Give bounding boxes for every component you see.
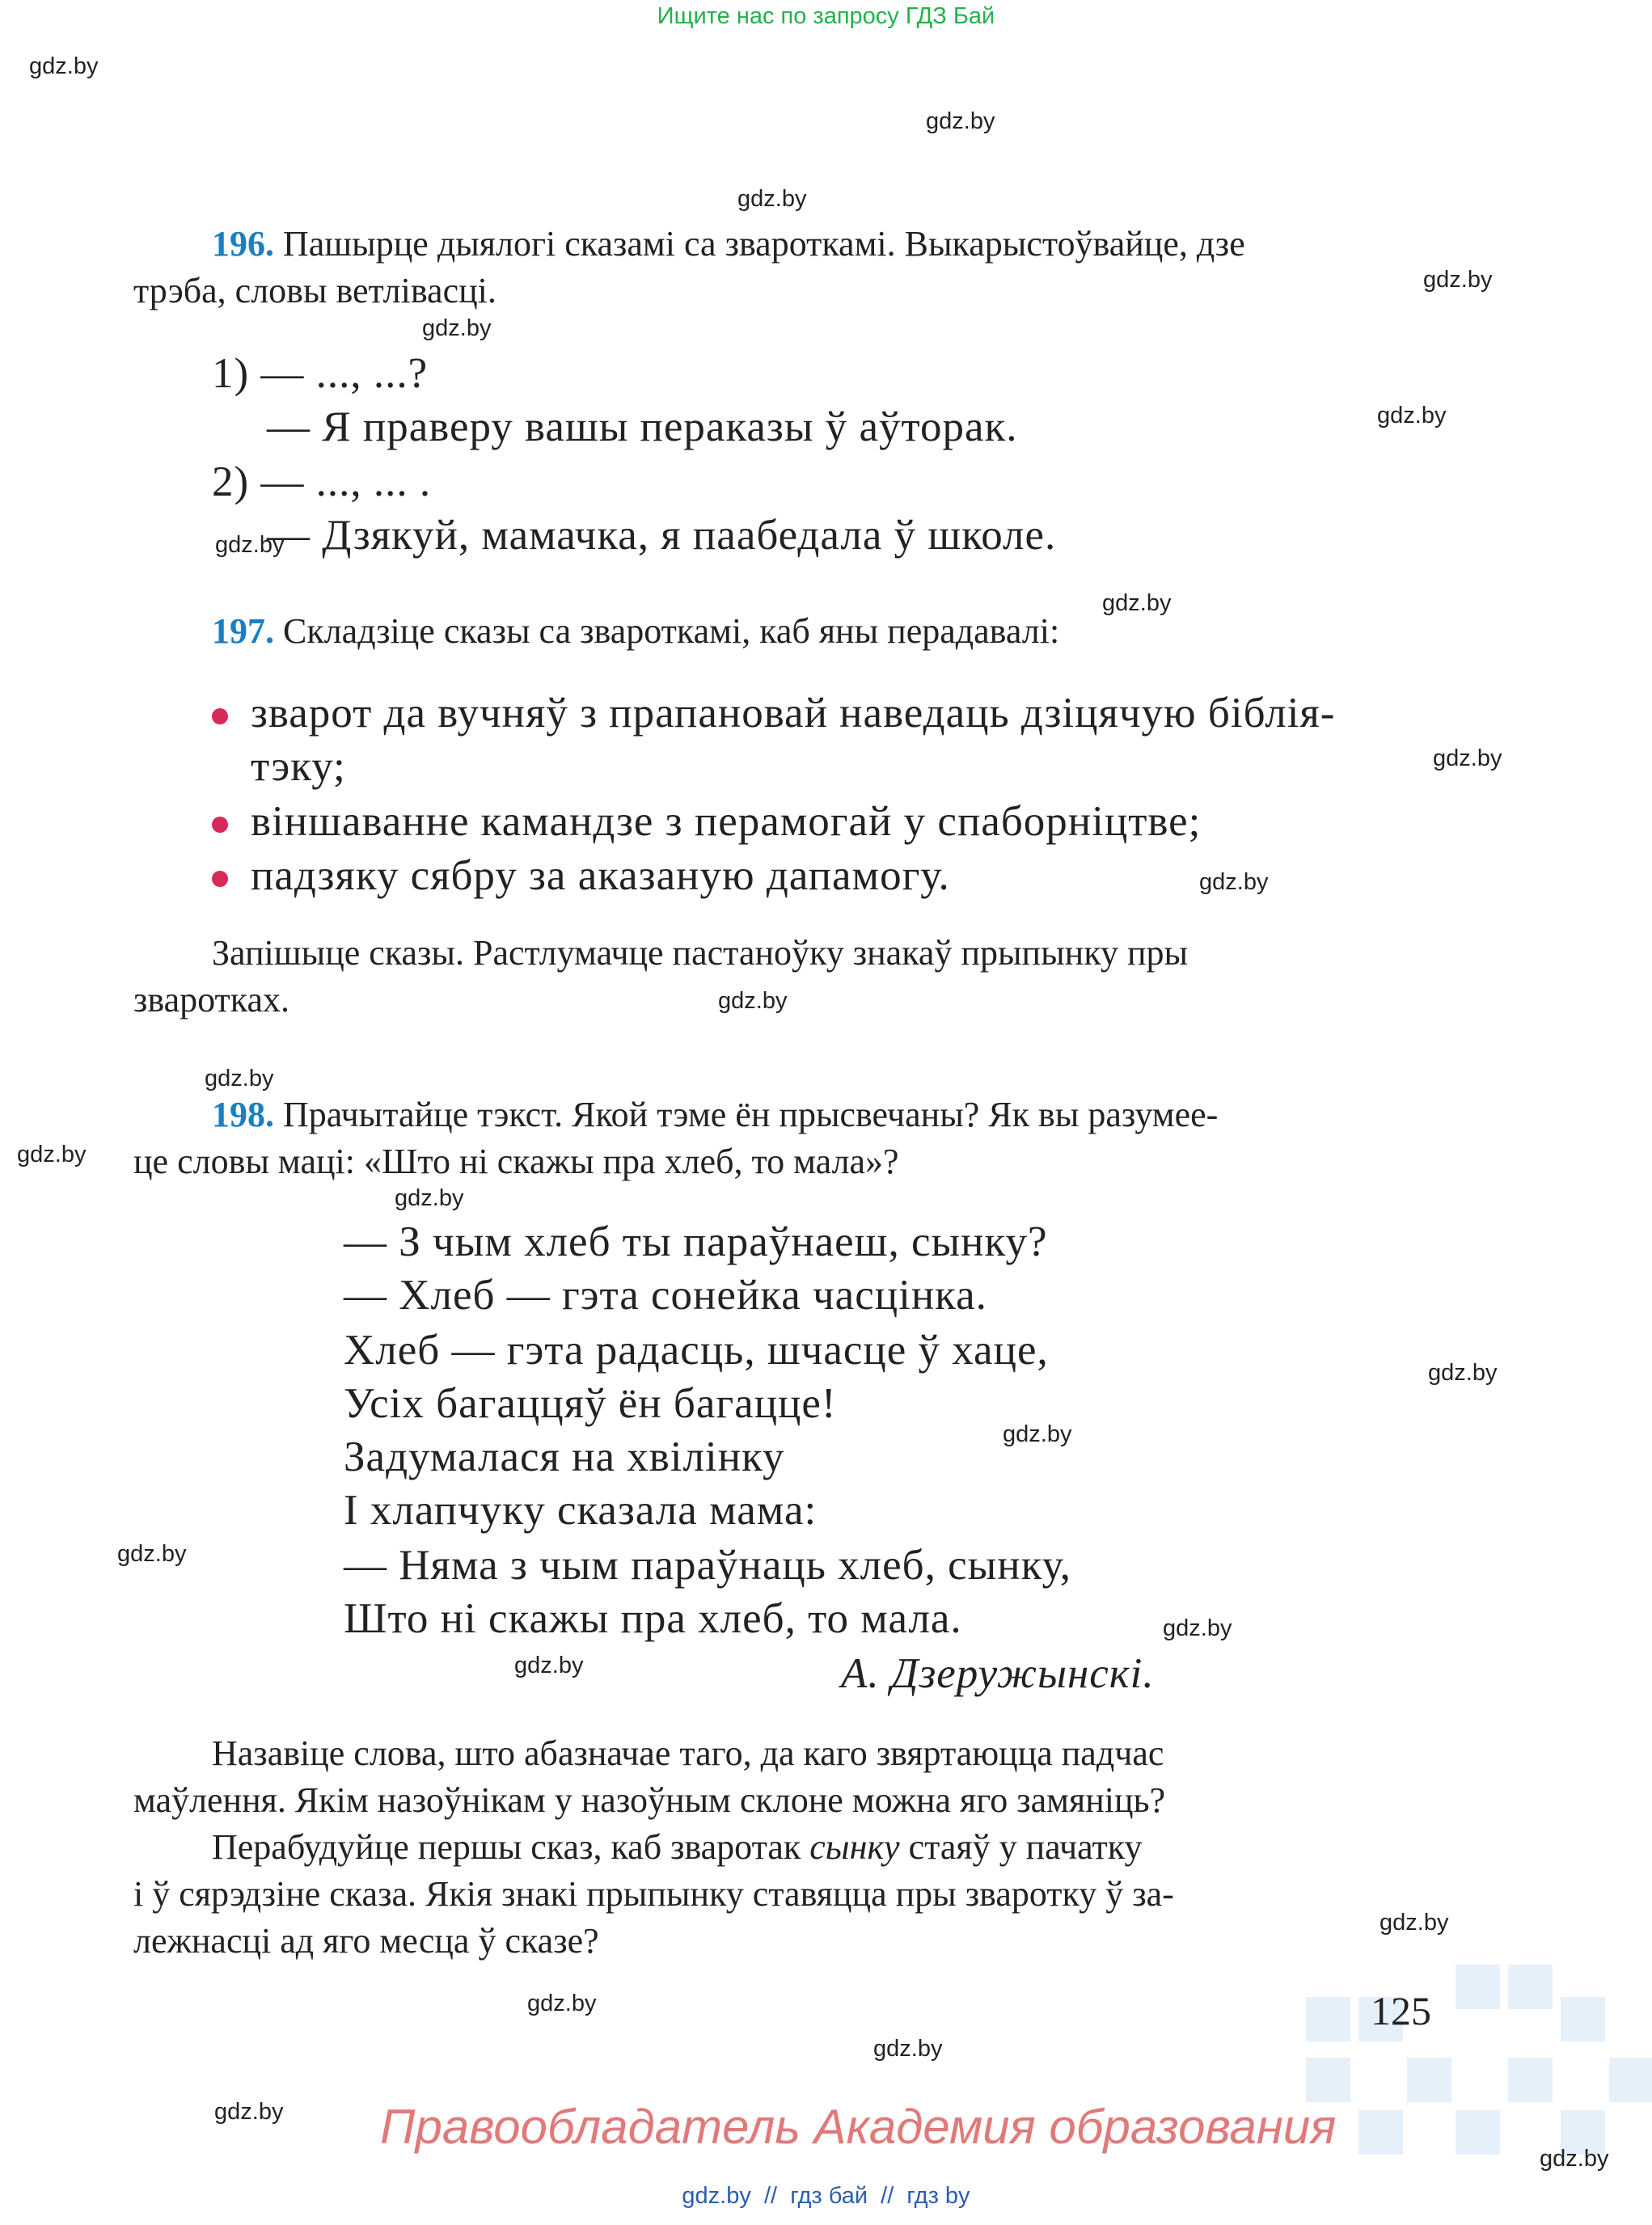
watermark: gdz.by (422, 315, 492, 341)
task-text-part: Перабудуйце першы сказ, каб зваротак (212, 1827, 810, 1867)
watermark: gdz.by (1377, 403, 1447, 429)
bullet-icon (212, 871, 228, 887)
copyright-notice: Правообладатель Академия образования (380, 2100, 1337, 2154)
exercise-198-instruction-line-2: це словы маці: «Што ні скажы пра хлеб, то мала»? (133, 1142, 899, 1181)
poem-line: Задумалася на хвілінку (344, 1433, 785, 1480)
bullet-icon (212, 708, 228, 724)
bullet-item-continuation: тэку; (251, 743, 346, 790)
watermark: gdz.by (718, 988, 788, 1014)
page-number: 125 (1371, 1988, 1431, 2033)
task-text: лежнасці ад яго месца ў сказе? (133, 1921, 599, 1961)
exercise-number: 198. (212, 1095, 274, 1134)
watermark: gdz.by (117, 1541, 187, 1567)
watermark: gdz.by (1379, 1910, 1449, 1936)
poem-line: Што ні скажы пра хлеб, то мала. (344, 1595, 962, 1642)
watermark: gdz.by (205, 1066, 274, 1091)
watermark: gdz.by (1199, 869, 1269, 895)
poem-line: — Хлеб — гэта сонейка часцінка. (344, 1272, 987, 1319)
watermark: gdz.by (1540, 2146, 1609, 2172)
dialog-line: 1) — ..., ...? (212, 350, 429, 397)
watermark: gdz.by (1003, 1421, 1072, 1447)
watermark: gdz.by (29, 53, 99, 79)
task-text (212, 1824, 1142, 1871)
watermark: gdz.by (527, 1991, 597, 2016)
exercise-198-instruction-line-1 (212, 1091, 1218, 1138)
exercise-196-instruction-line-2: трэба, словы ветлівасці. (133, 271, 496, 310)
watermark: gdz.by (926, 108, 995, 134)
watermark: gdz.by (215, 532, 285, 558)
top-banner[interactable]: Ищите нас по запросу ГДЗ Бай (657, 3, 995, 29)
watermark: gdz.by (1433, 745, 1502, 771)
watermark: gdz.by (1163, 1615, 1232, 1641)
task-text-italic: сынку (809, 1827, 900, 1867)
watermark: gdz.by (214, 2099, 284, 2125)
exercise-196-instruction-line-1 (212, 221, 1245, 268)
exercise-number: 196. (212, 224, 274, 264)
poem-line: І хлапчуку сказала мама: (344, 1487, 818, 1534)
watermark: gdz.by (873, 2036, 943, 2062)
watermark: gdz.by (514, 1653, 584, 1678)
dialog-line: — Дзякуй, мамачка, я паабедала ў школе. (267, 512, 1057, 559)
task-text: зваротках. (133, 980, 289, 1020)
poem-line: Усіх багаццяў ён багацце! (344, 1380, 837, 1427)
task-text-part: стаяў у пачатку (899, 1827, 1143, 1867)
task-text: Назавіце слова, што абазначае таго, да каго звяртаюцца падчас (212, 1733, 1164, 1773)
bullet-icon (212, 817, 228, 833)
watermark: gdz.by (395, 1185, 464, 1211)
dialog-line: 2) — ..., ... . (212, 458, 432, 505)
exercise-number: 197. (212, 611, 274, 651)
poem-line: Хлеб — гэта радасць, шчасце ў хаце, (344, 1327, 1049, 1374)
poem-line: — Няма з чым параўнаць хлеб, сынку, (344, 1542, 1072, 1589)
instruction-text: Пашырце дыялогі сказамі са звароткамі. Выкарыстоўвайце, дзе (274, 224, 1245, 264)
bullet-item: віншаванне камандзе з перамогай у спаборніцтве; (251, 798, 1202, 845)
watermark: gdz.by (1102, 590, 1172, 616)
instruction-text: Прачытайце тэкст. Якой тэме ён прысвечаны? Як вы разумее- (274, 1095, 1219, 1134)
watermark: gdz.by (737, 186, 807, 212)
bullet-item: зварот да вучняў з прапановай наведаць дзіцячую біблія- (251, 690, 1336, 737)
task-text: і ў сярэдзіне сказа. Якія знакі прыпынку ставяцца пры зваротку ў за- (133, 1874, 1174, 1914)
task-text: маўлення. Якім назоўнікам у назоўным склоне можна яго замяніць? (133, 1780, 1166, 1820)
bullet-item: падзяку сябру за аказаную дапамогу. (251, 852, 950, 899)
watermark: gdz.by (1423, 267, 1493, 293)
dialog-line: — Я праверу вашы пераказы ў аўторак. (267, 403, 1018, 450)
poem-author: А. Дзеружынскі. (841, 1650, 1155, 1697)
watermark: gdz.by (1428, 1360, 1498, 1386)
instruction-text: Складзіце сказы са звароткамі, каб яны перадавалі: (274, 611, 1060, 651)
watermark: gdz.by (17, 1142, 87, 1167)
poem-line: — З чым хлеб ты параўнаеш, сынку? (344, 1218, 1048, 1265)
footer-links[interactable]: gdz.by // гдз бай // гдз by (682, 2183, 970, 2209)
exercise-197-instruction (212, 608, 1059, 655)
task-text: Запішыце сказы. Растлумачце пастаноўку знакаў прыпынку пры (212, 933, 1189, 973)
